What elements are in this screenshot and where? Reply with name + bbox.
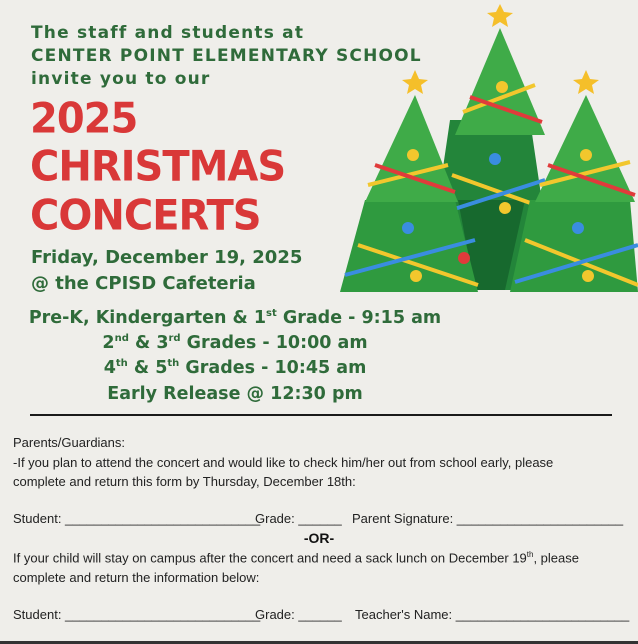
christmas-trees-illustration: [330, 0, 638, 300]
form-greeting: Parents/Guardians:: [13, 435, 126, 450]
student-field-1[interactable]: Student: ___________________________: [13, 511, 261, 526]
student-field-2[interactable]: Student: ___________________________: [13, 607, 261, 622]
parent-signature-field[interactable]: Parent Signature: _______________________: [352, 511, 624, 526]
schedule-prek-k-1st: Pre-K, Kindergarten & 1st Grade - 9:15 am: [28, 308, 442, 328]
title-year: 2025: [30, 94, 138, 144]
intro-school-name: CENTER POINT ELEMENTARY SCHOOL: [31, 46, 422, 66]
divider: [30, 414, 612, 416]
event-location: @ the CPISD Cafeteria: [31, 273, 256, 294]
form-option2-text-2: complete and return the information below:: [13, 570, 260, 585]
schedule-early-release: Early Release @ 12:30 pm: [107, 384, 363, 404]
schedule-4th-5th: 4th & 5th Grades - 10:45 am: [103, 358, 367, 378]
schedule-2nd-3rd: 2nd & 3rd Grades - 10:00 am: [102, 333, 368, 353]
event-date: Friday, December 19, 2025: [31, 247, 303, 268]
intro-line-1: The staff and students at: [31, 23, 305, 43]
grade-field-1[interactable]: Grade: ______: [255, 511, 342, 526]
grade-field-2[interactable]: Grade: ______: [255, 607, 342, 622]
or-separator: -OR-: [303, 530, 335, 546]
form-option1-text: -If you plan to attend the concert and would like to check him/her out from school early, please: [13, 455, 554, 470]
teacher-name-field[interactable]: Teacher's Name: ________________________: [355, 607, 630, 622]
form-option2-text: If your child will stay on campus after the concert and need a sack lunch on December 19th, please: [13, 550, 579, 566]
title-christmas: CHRISTMAS: [30, 142, 286, 192]
form-option1-text-2: complete and return this form by Thursday, December 18th:: [13, 474, 356, 489]
intro-line-3: invite you to our: [31, 69, 211, 89]
title-concerts: CONCERTS: [30, 191, 261, 241]
